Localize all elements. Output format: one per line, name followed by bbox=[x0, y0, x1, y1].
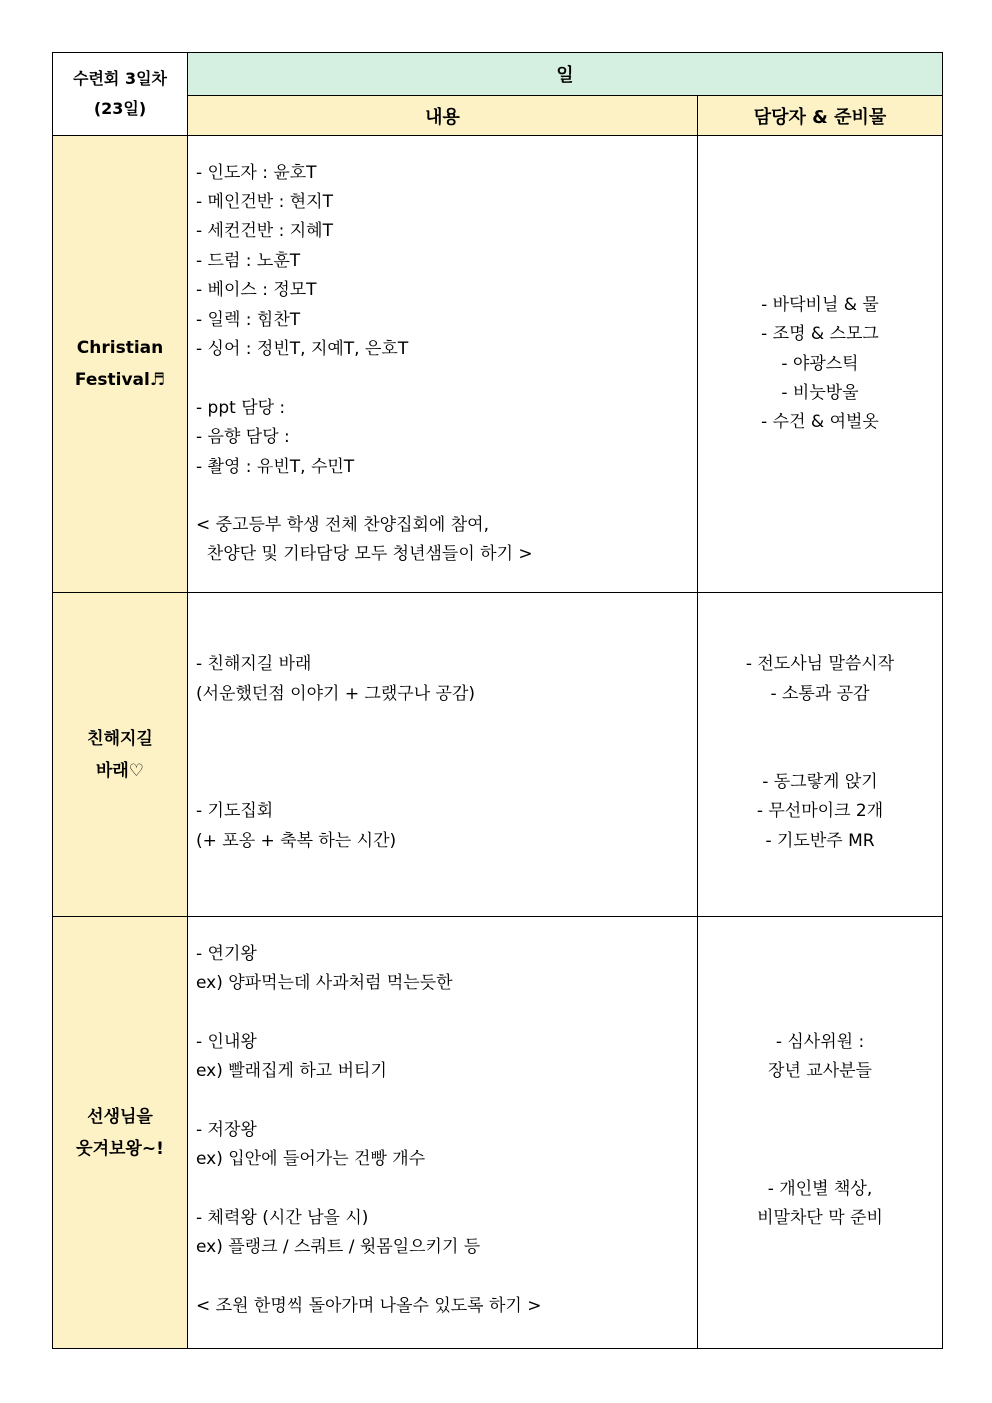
schedule-table bbox=[52, 52, 943, 1349]
content-line: 찬양단 및 기타담당 모두 청년샘들이 하기 > bbox=[196, 544, 533, 564]
content-line: - 친해지길 바래 bbox=[196, 654, 312, 674]
owner-line: - 개인별 책상, bbox=[767, 1179, 873, 1199]
owner-line: - 소통과 공감 bbox=[770, 684, 870, 704]
content-line: (+ 포옹 + 축복 하는 시간) bbox=[196, 831, 397, 851]
content-line: - 기도집회 bbox=[196, 801, 274, 821]
content-line: - 체력왕 (시간 남을 시) bbox=[196, 1208, 369, 1228]
row-content-get-closer bbox=[187, 592, 698, 917]
owner-line: 비말차단 막 준비 bbox=[757, 1208, 883, 1228]
content-line: - 세컨건반 : 지혜T bbox=[196, 221, 333, 241]
owner-header-text: 담당자 & 준비물 bbox=[753, 106, 887, 128]
content-line: < 중고등부 학생 전체 찬양집회에 참여, bbox=[196, 515, 489, 535]
row-label-line: 선생님을 bbox=[87, 1106, 153, 1127]
row-label-line: 웃겨보왕~! bbox=[76, 1138, 164, 1159]
content-line: (서운했던점 이야기 + 그랬구나 공감) bbox=[196, 684, 476, 704]
owner-line: - 기도반주 MR bbox=[765, 831, 875, 851]
owner-line: - 동그랗게 앉기 bbox=[762, 772, 878, 792]
content-line: - 인도자 : 윤호T bbox=[196, 163, 317, 183]
row-owner-christian-festival bbox=[697, 135, 943, 593]
content-line: ex) 양파먹는데 사과처럼 먹는듯한 bbox=[196, 973, 453, 993]
content-line: ex) 빨래집게 하고 버티기 bbox=[196, 1061, 387, 1081]
content-line: - 촬영 : 유빈T, 수민T bbox=[196, 457, 355, 477]
owner-line: - 심사위원 : bbox=[775, 1032, 865, 1052]
owner-line: - 수건 & 여벌옷 bbox=[761, 412, 879, 432]
row-label-make-teacher-laugh bbox=[52, 916, 188, 1349]
owner-line: 장년 교사분들 bbox=[768, 1061, 872, 1081]
content-line: - 연기왕 bbox=[196, 944, 257, 964]
content-line: - 일렉 : 힘찬T bbox=[196, 310, 301, 330]
content-line: - 싱어 : 정빈T, 지예T, 은호T bbox=[196, 339, 409, 359]
row-owner-make-teacher-laugh bbox=[697, 916, 943, 1349]
content-line: - 인내왕 bbox=[196, 1032, 257, 1052]
day-label-line-1: 수련회 3일차 bbox=[73, 69, 167, 88]
content-line: - 메인건반 : 현지T bbox=[196, 192, 333, 212]
row-content-make-teacher-laugh bbox=[187, 916, 698, 1349]
content-line: ex) 입안에 들어가는 건빵 개수 bbox=[196, 1149, 426, 1169]
content-header-text: 내용 bbox=[425, 106, 460, 128]
row-label-line: Christian bbox=[76, 338, 164, 358]
content-line: - 베이스 : 정모T bbox=[196, 280, 317, 300]
row-label-christian-festival bbox=[52, 135, 188, 593]
content-header bbox=[187, 95, 698, 136]
row-content-christian-festival bbox=[187, 135, 698, 593]
owner-line: - 야광스틱 bbox=[781, 354, 859, 374]
content-line: ex) 플랭크 / 스쿼트 / 윗몸일으키기 등 bbox=[196, 1237, 481, 1257]
row-label-get-closer bbox=[52, 592, 188, 917]
content-line: - ppt 담당 : bbox=[196, 398, 286, 418]
content-line: < 조원 한명씩 돌아가며 나올수 있도록 하기 > bbox=[196, 1296, 542, 1316]
owner-header bbox=[697, 95, 943, 136]
row-label-line: 바래♡ bbox=[95, 760, 145, 781]
content-line: - 드럼 : 노훈T bbox=[196, 251, 301, 271]
owner-line: - 바닥비닐 & 물 bbox=[761, 295, 879, 315]
owner-line: - 조명 & 스모그 bbox=[761, 324, 879, 344]
content-line: - 저장왕 bbox=[196, 1120, 257, 1140]
owner-line: - 비눗방울 bbox=[781, 383, 859, 403]
content-line: - 음향 담당 : bbox=[196, 427, 290, 447]
owner-line: - 전도사님 말씀시작 bbox=[745, 654, 895, 674]
owner-line: - 무선마이크 2개 bbox=[756, 801, 884, 821]
day-header bbox=[187, 52, 943, 96]
row-label-line: Festival♬ bbox=[74, 370, 166, 390]
row-owner-get-closer bbox=[697, 592, 943, 917]
day-label-cell bbox=[52, 52, 188, 136]
row-label-line: 친해지길 bbox=[87, 728, 153, 749]
day-label-line-2: (23일) bbox=[93, 99, 147, 118]
day-header-text: 일 bbox=[556, 65, 574, 86]
